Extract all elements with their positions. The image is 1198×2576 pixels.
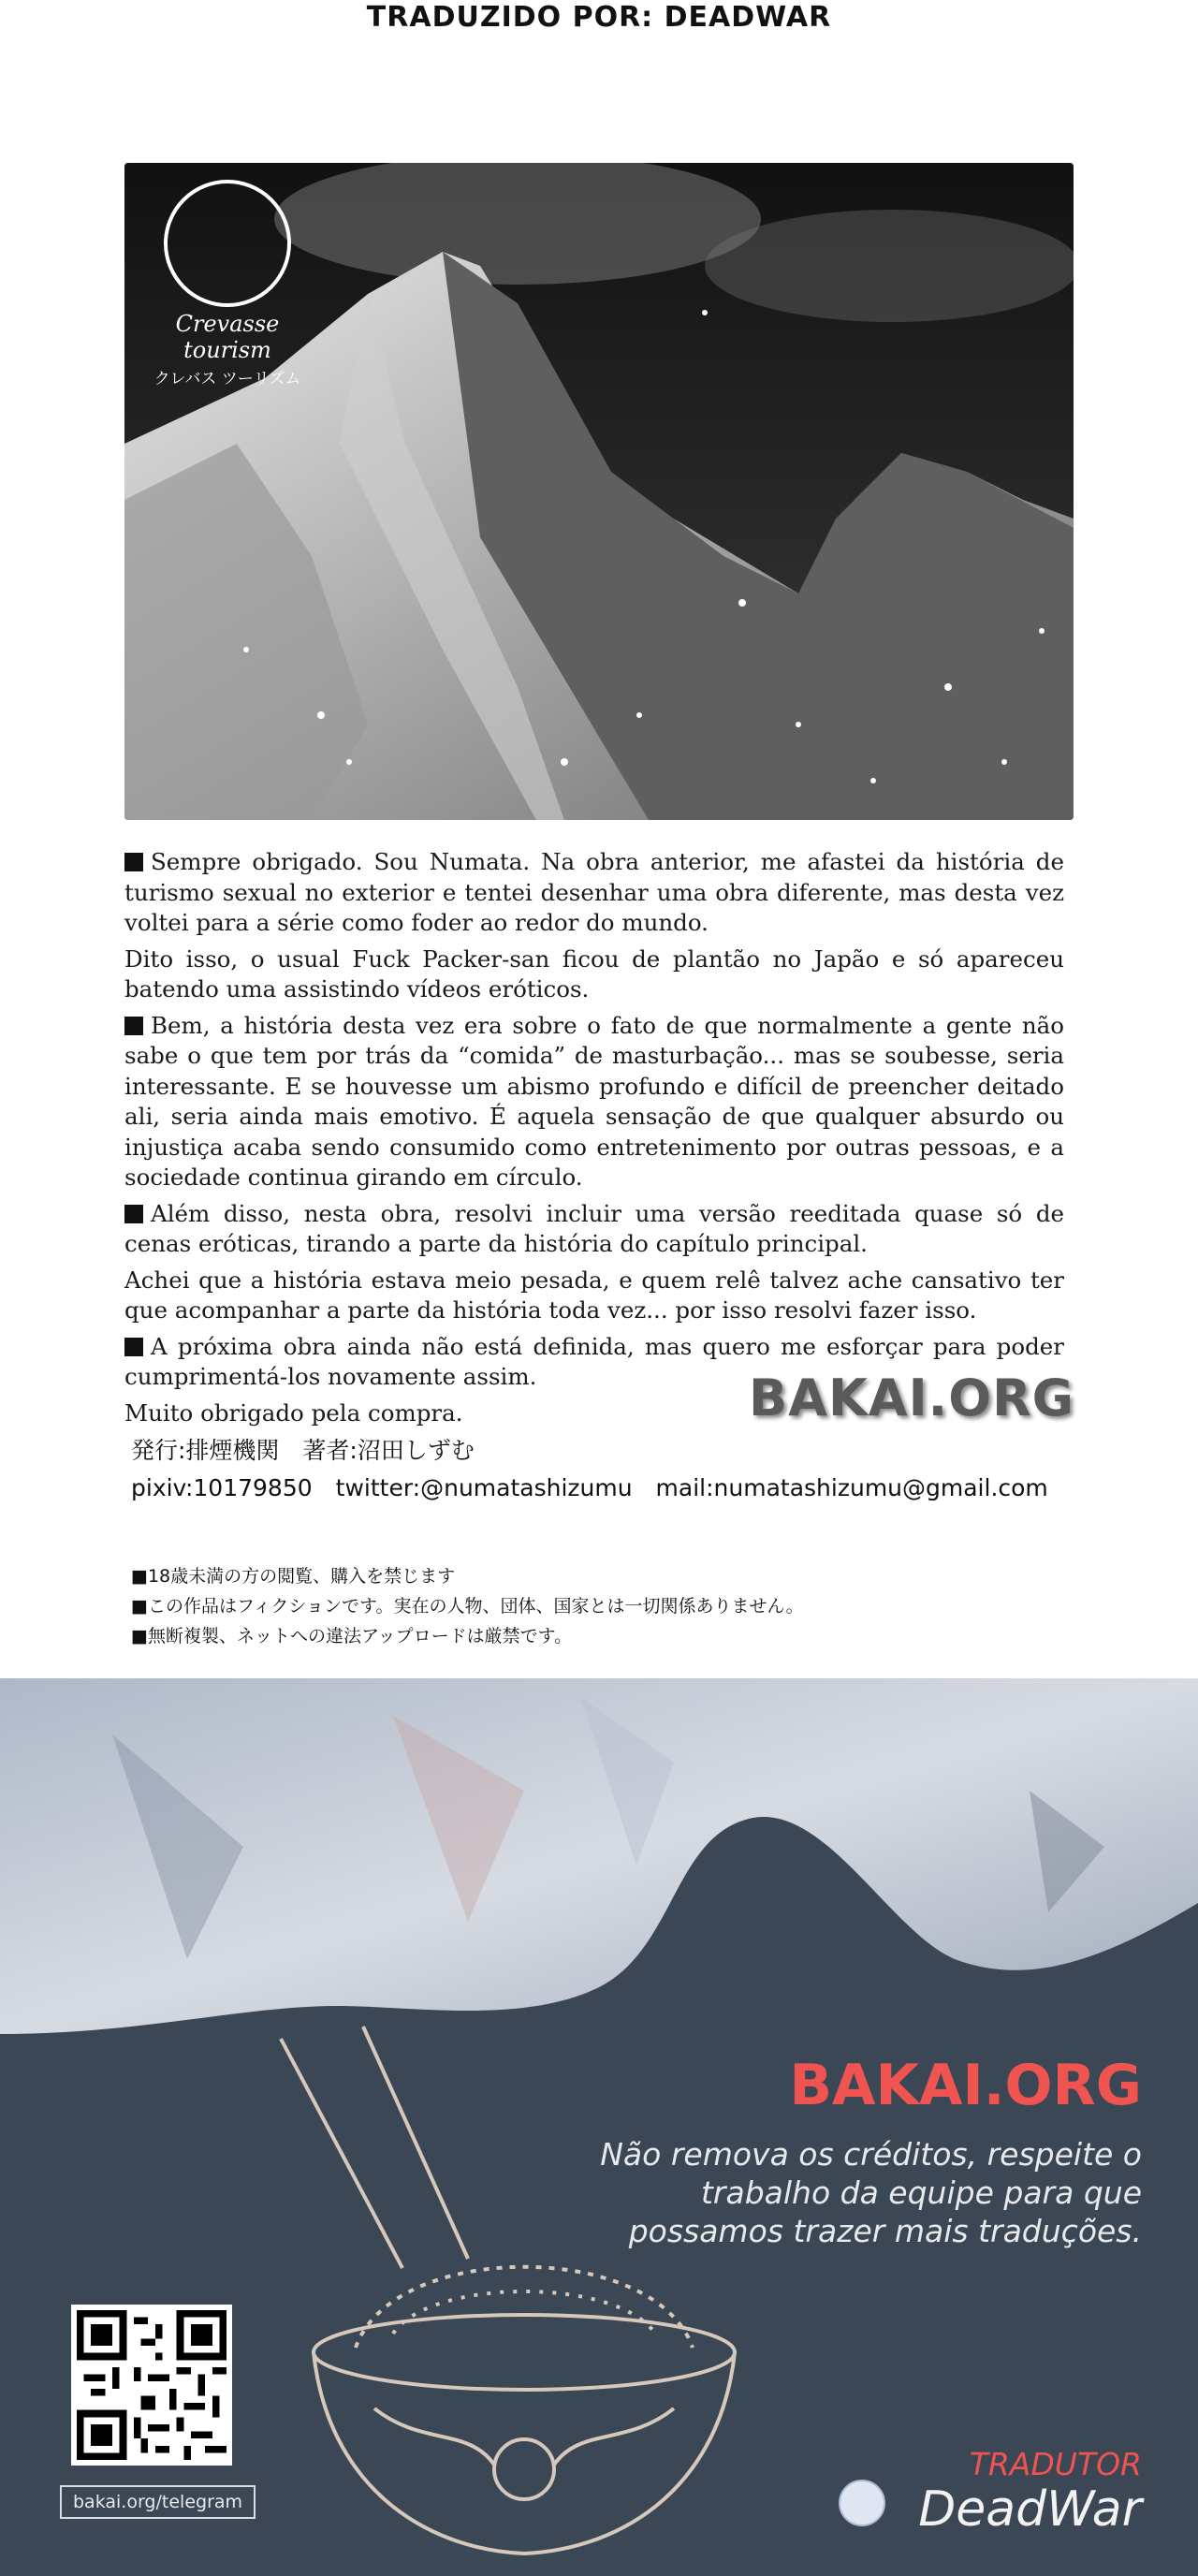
note-paragraph: Muito obrigado pela compra.: [124, 1398, 463, 1427]
bullet-square-icon: [124, 853, 143, 871]
warning-line: ■この作品はフィクションです。実在の人物、団体、国家とは一切関係ありません。: [131, 1596, 804, 1617]
telegram-link[interactable]: bakai.org/telegram: [60, 2485, 256, 2519]
promo-message: Não remova os créditos, respeite o trabalho da equipe para que possamos trazer mais traduções.: [600, 2136, 1142, 2249]
legal-warnings: [131, 1561, 804, 1651]
logo-brand-en: Crevasse tourism: [175, 311, 280, 363]
bakai-watermark: BAKAI.ORG: [749, 1368, 1075, 1427]
author-notes: [124, 847, 1064, 1434]
note-paragraph: Achei que a história estava meio pesada, e quem relê talvez ache cansativo ter que acompanhar a parte da história toda vez... por isso resolvi fazer isso.: [124, 1266, 1064, 1324]
translator-avatar: [839, 2480, 885, 2526]
logo-brand-jp: クレバス ツーリズム: [153, 370, 301, 388]
cover-illustration: [124, 163, 1074, 820]
contact-line: pixiv:10179850 twitter:@numatashizumu mail:numatashizumu@gmail.com: [131, 1474, 1048, 1501]
colophon: [131, 1432, 1048, 1507]
translator-credit: TRADUZIDO POR: DEADWAR: [366, 1, 832, 34]
note-paragraph: A próxima obra ainda não está definida, mas quero me esforçar para poder cumprimentá-los novamente assim.: [124, 1332, 1064, 1390]
warning-line: ■18歳未満の方の閲覧、購入を禁じます: [131, 1566, 456, 1587]
telegram-qr-code[interactable]: [71, 2305, 232, 2466]
bullet-square-icon: [124, 1338, 143, 1356]
note-paragraph: Além disso, nesta obra, resolvi incluir uma versão reeditada quase só de cenas eróticas, tirando a parte da história do capítulo principal.: [124, 1199, 1064, 1257]
translator-name: DeadWar: [918, 2481, 1142, 2538]
rice-bowl-icon: [281, 2027, 735, 2554]
crevasse-tourism-logo: [134, 180, 321, 388]
bullet-square-icon: [124, 1205, 143, 1223]
qr-code-icon: [77, 2310, 226, 2460]
translator-label: TRADUTOR: [969, 2446, 1142, 2482]
logo-emblem-icon: [164, 180, 291, 307]
scanlator-promo-banner: [0, 1678, 1198, 2576]
note-paragraph: Dito isso, o usual Fuck Packer-san ficou de plantão no Japão e só apareceu batendo uma assistindo vídeos eróticos.: [124, 944, 1064, 1003]
note-paragraph: Sempre obrigado. Sou Numata. Na obra anterior, me afastei da história de turismo sexual no exterior e tentei desenhar uma obra diferente, mas desta vez voltei para a série como foder ao redor do mundo.: [124, 848, 1064, 936]
publisher-line: 発行:排煙機関 著者:沼田しずむ: [131, 1437, 475, 1464]
bullet-square-icon: [124, 1017, 143, 1035]
note-paragraph: Bem, a história desta vez era sobre o fato de que normalmente a gente não sabe o que tem por trás da “comida” de masturbação... mas se soubesse, seria interessante. E se houvesse um abismo profundo e difícil de preencher deitado ali, seria ainda mais emotivo. É aquela sensação de que qualquer absurdo ou injustiça acaba sendo consumido como entretenimento por outras pessoas, e a sociedade continua girando em círculo.: [124, 1011, 1064, 1191]
promo-site-title: BAKAI.ORG: [789, 2053, 1142, 2118]
warning-line: ■無断複製、ネットへの違法アップロードは厳禁です。: [131, 1626, 573, 1647]
